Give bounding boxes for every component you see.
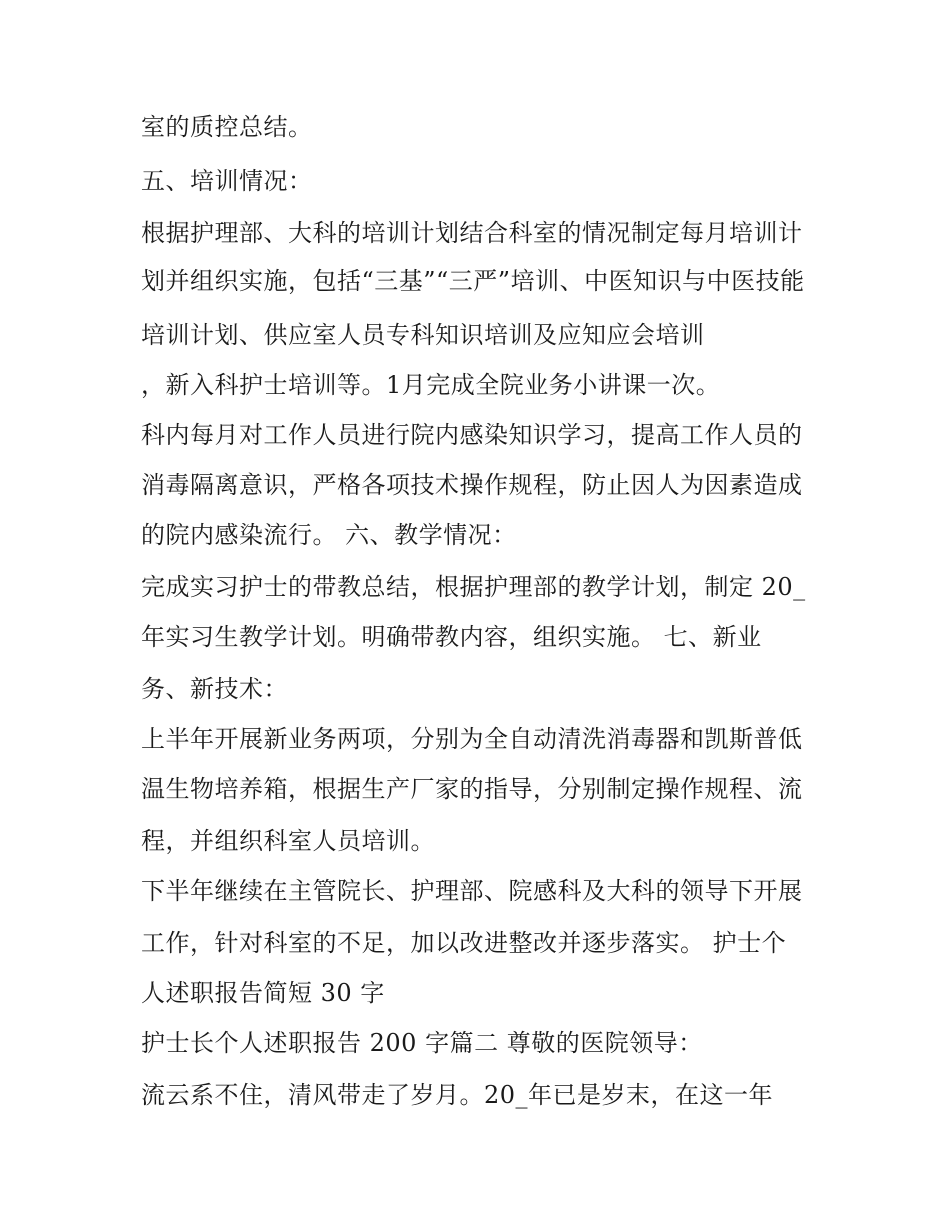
text-line: 年实习生教学计划。明确带教内容，组织实施。 七、新业	[141, 623, 762, 651]
text-line: 程，并组织科室人员培训。	[141, 827, 435, 855]
text-line: 划并组织实施，包括“三基”“三严”培训、中医知识与中医技能	[141, 267, 805, 295]
text-line: 室的质控总结。	[141, 113, 313, 141]
text-line: 科内每月对工作人员进行院内感染知识学习，提高工作人员的	[141, 421, 803, 449]
text-line: 完成实习护士的带教总结，根据护理部的教学计划，制定 20_	[141, 573, 806, 601]
text-line: 务、新技术：	[141, 675, 288, 703]
section-heading-training: 五、培训情况：	[141, 167, 313, 195]
text-line: 消毒隔离意识，严格各项技术操作规程，防止因人为因素造成	[141, 471, 803, 499]
text-line: 流云系不住，清风带走了岁月。20_年已是岁末，在这一年	[141, 1081, 774, 1109]
text-line: 护士长个人述职报告 200 字篇二 尊敬的医院领导：	[141, 1029, 703, 1057]
text-line: 工作，针对科室的不足，加以改进整改并逐步落实。 护士个	[141, 929, 787, 957]
text-line: 上半年开展新业务两项，分别为全自动清洗消毒器和凯斯普低	[141, 725, 803, 753]
text-line: 下半年继续在主管院长、护理部、院感科及大科的领导下开展	[141, 877, 803, 905]
text-line: 人述职报告简短 30 字	[141, 979, 385, 1007]
text-line: 的院内感染流行。 六、教学情况：	[141, 521, 517, 549]
text-line: ，新入科护士培训等。1月完成全院业务小讲课一次。	[141, 371, 721, 399]
text-line: 温生物培养箱，根据生产厂家的指导，分别制定操作规程、流	[141, 775, 803, 803]
text-line: 根据护理部、大科的培训计划结合科室的情况制定每月培训计	[141, 219, 803, 247]
text-line: 培训计划、供应室人员专科知识培训及应知应会培训	[141, 321, 705, 349]
